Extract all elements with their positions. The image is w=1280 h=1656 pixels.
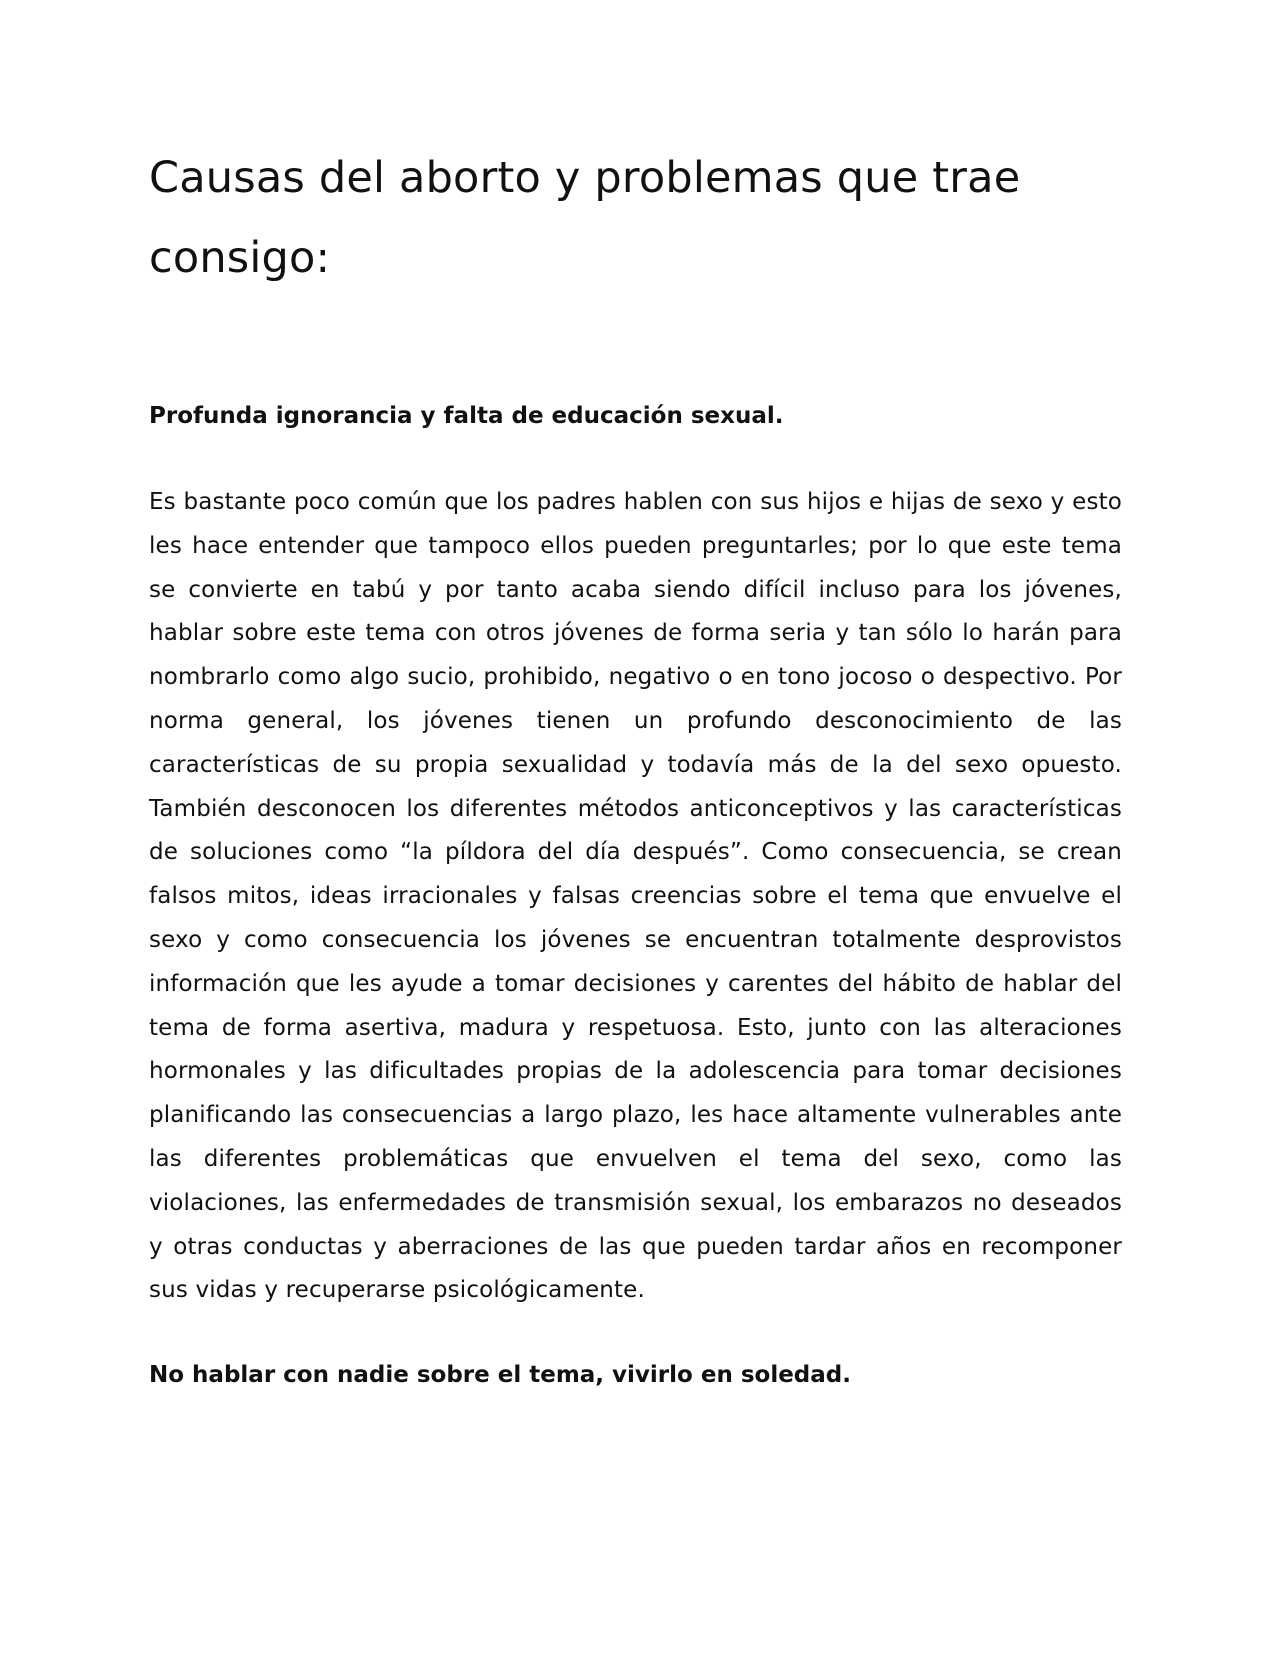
section-heading-solitude: No hablar con nadie sobre el tema, vivirlo en soledad. [149, 1362, 851, 1389]
document-title: Causas del aborto y problemas que trae consigo: [149, 153, 1021, 283]
document-content [149, 138, 1122, 1397]
section-heading-ignorance: Profunda ignorancia y falta de educación sexual. [149, 403, 784, 429]
section-paragraph-ignorance: Es bastante poco común que los padres hablen con sus hijos e hijas de sexo y esto les hace entender que tampoco ellos pueden preguntarles; por lo que este tema se convierte en tabú y por tanto acaba siendo difícil incluso para los jóvenes, hablar sobre este tema con otros jóvenes de forma seria y tan sólo lo harán para nombrarlo como algo sucio, prohibido, negativo o en tono jocoso o despectivo. Por norma general, los jóvenes tienen un profundo desconocimiento de las características de su propia sexualidad y todavía más de la del sexo opuesto. También desconocen los diferentes métodos anticonceptivos y las características de soluciones como “la píldora del día después”. Como consecuencia, se crean falsos mitos, ideas irracionales y falsas creencias sobre el tema que envuelve el sexo y como consecuencia los jóvenes se encuentran totalmente desprovistos información que les ayude a tomar decisiones y carentes del hábito de hablar del tema de forma asertiva, madura y respetuosa. Esto, junto con las alteraciones hormonales y las dificultades propias de la adolescencia para tomar decisiones planificando las consecuencias a largo plazo, les hace altamente vulnerables ante las diferentes problemáticas que envuelven el tema del sexo, como las violaciones, las enfermedades de transmisión sexual, los embarazos no deseados y otras conductas y aberraciones de las que pueden tardar años en recomponer sus vidas y recuperarse psicológicamente. [149, 489, 1122, 1304]
